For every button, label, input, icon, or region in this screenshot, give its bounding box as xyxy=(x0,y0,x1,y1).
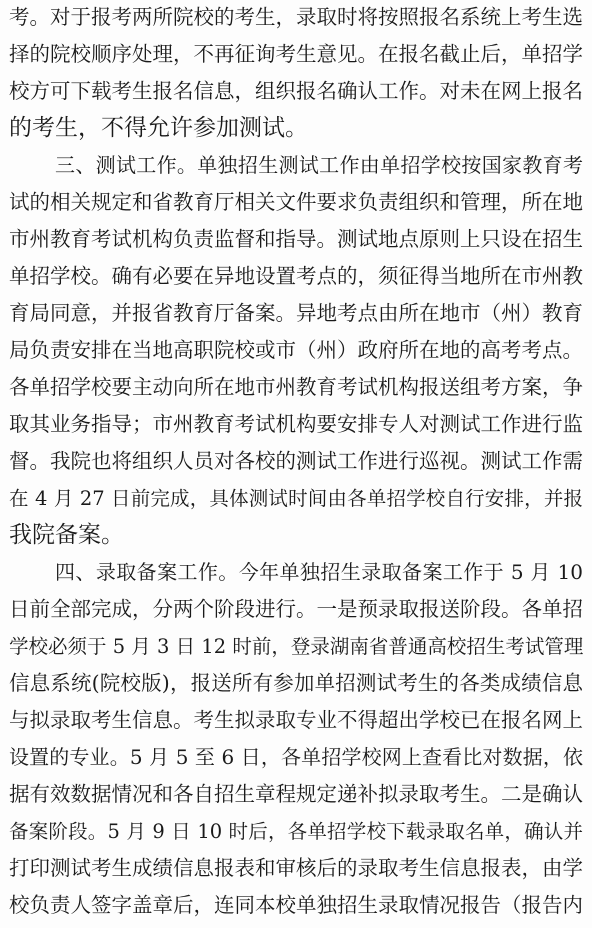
text-line: 学校必须于 5 月 3 日 12 时前，登录湖南省普通高校招生考试管理 xyxy=(9,635,583,658)
text-line: 与拟录取考生信息。考生拟录取专业不得超出学校已在报名网上 xyxy=(9,708,583,732)
text-line: 局负责安排在当地高职院校或市（州）政府所在地的高考考点。 xyxy=(9,338,583,362)
text-line: 督。我院也将组织人员对各校的测试工作进行巡视。测试工作需 xyxy=(9,449,583,473)
text-line: 试的相关规定和省教育厅相关文件要求负责组织和管理，所在地 xyxy=(9,190,583,214)
text-line: 择的院校顺序处理，不再征询考生意见。在报名截止后，单招学 xyxy=(9,42,583,66)
text-line: 各单招学校要主动向所在地市州教育考试机构报送组考方案，争 xyxy=(9,375,583,399)
text-line: 校方可下载考生报名信息，组织报名确认工作。对未在网上报名 xyxy=(9,79,583,103)
text-line: 信息系统(院校版)，报送所有参加单招测试考生的各类成绩信息 xyxy=(9,671,583,695)
text-line: 在 4 月 27 日前完成，具体测试时间由各单招学校自行安排，并报 xyxy=(9,487,583,510)
text-line: 校负责人签字盖章后，连同本校单独招生录取情况报告（报告内 xyxy=(9,893,583,917)
text-line: 市州教育考试机构负责监督和指导。测试地点原则上只设在招生 xyxy=(9,227,583,251)
text-line: 日前全部完成，分两个阶段进行。一是预录取报送阶段。各单招 xyxy=(9,597,583,621)
text-line: 单招学校。确有必要在异地设置考点的，须征得当地所在市州教 xyxy=(9,264,583,288)
text-line: 据有效数据情况和各自招生章程规定递补拟录取考生。二是确认 xyxy=(9,782,583,806)
text-line: 备案阶段。5 月 9 日 10 时后，各单招学校下载录取名单，确认并 xyxy=(9,820,583,843)
text-line: 育局同意，并报省教育厅备案。异地考点由所在地市（州）教育 xyxy=(9,301,583,325)
text-line: 取其业务指导；市州教育考试机构要安排专人对测试工作进行监 xyxy=(9,412,583,436)
text-line: 考。对于报考两所院校的考生，录取时将按照报名系统上考生选 xyxy=(9,5,583,29)
section-heading-line: 三、测试工作。单独招生测试工作由单招学校按国家教育考 xyxy=(55,153,583,177)
section-heading-line: 四、录取备案工作。今年单独招生录取备案工作于 5 月 10 xyxy=(55,560,583,584)
text-line: 设置的专业。5 月 5 至 6 日，各单招学校网上查看比对数据，依 xyxy=(9,745,583,769)
text-line: 打印测试考生成绩信息报表和审核后的录取考生信息报表，由学 xyxy=(9,856,583,880)
text-line: 的考生，不得允许参加测试。 xyxy=(9,115,308,141)
text-line: 我院备案。 xyxy=(9,522,124,548)
